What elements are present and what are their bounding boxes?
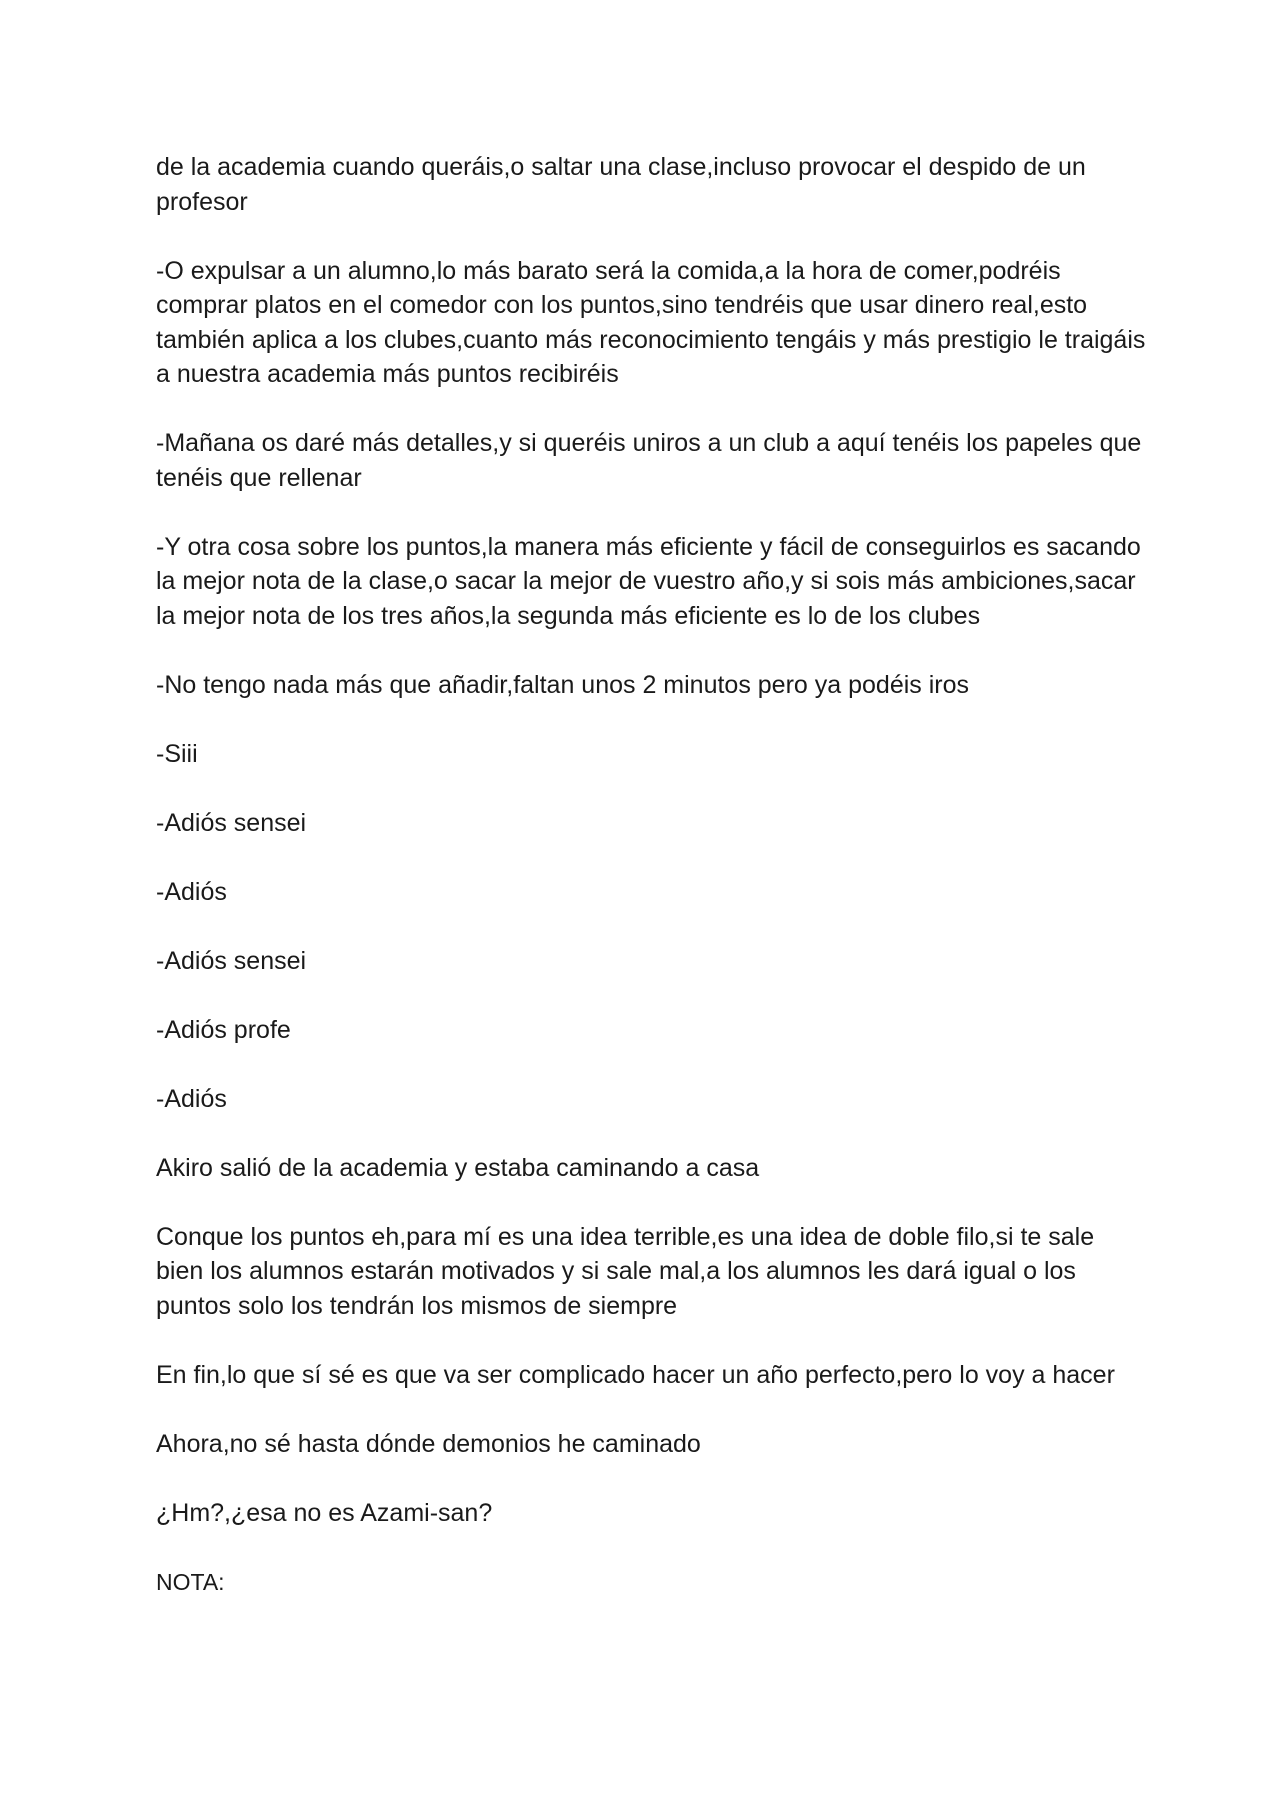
- paragraph-10: -Adiós profe: [156, 1015, 291, 1044]
- paragraph-16: ¿Hm?,¿esa no es Azami-san?: [156, 1498, 493, 1527]
- paragraph-15: Ahora,no sé hasta dónde demonios he caminado: [156, 1429, 701, 1458]
- paragraph-13: Conque los puntos eh,para mí es una idea terrible,es una idea de doble filo,si te sale bien los alumnos estarán motivados y si sale mal,a los alumnos les dará igual o los puntos solo los tendrán los mismos de siempre: [156, 1222, 1095, 1320]
- paragraph-5: -No tengo nada más que añadir,faltan unos 2 minutos pero ya podéis iros: [156, 670, 970, 699]
- document-page: [156, 150, 1146, 1634]
- paragraph-9: -Adiós sensei: [156, 946, 307, 975]
- paragraph-11: -Adiós: [156, 1084, 227, 1113]
- paragraph-6: -Siii: [156, 739, 198, 768]
- paragraph-2: -O expulsar a un alumno,lo más barato será la comida,a la hora de comer,podréis comprar platos en el comedor con los puntos,sino tendréis que usar dinero real,esto también aplica a los clubes,cuanto más reconocimiento tengáis y más prestigio le traigáis a nuestra academia más puntos recibiréis: [156, 256, 1146, 388]
- paragraph-4: -Y otra cosa sobre los puntos,la manera más eficiente y fácil de conseguirlos es sacando la mejor nota de la clase,o sacar la mejor de vuestro año,y si sois más ambiciones,sacar la mejor nota de los tres años,la segunda más eficiente es lo de los clubes: [156, 532, 1141, 630]
- paragraph-8: -Adiós: [156, 877, 227, 906]
- paragraph-12: Akiro salió de la academia y estaba caminando a casa: [156, 1153, 760, 1182]
- paragraph-3: -Mañana os daré más detalles,y si queréis uniros a un club a aquí tenéis los papeles que tenéis que rellenar: [156, 429, 1142, 492]
- paragraph-7: -Adiós sensei: [156, 808, 307, 837]
- paragraph-14: En fin,lo que sí sé es que va ser complicado hacer un año perfecto,pero lo voy a hacer: [156, 1360, 1115, 1389]
- note-label: NOTA:: [156, 1568, 225, 1595]
- paragraph-1: de la academia cuando queráis,o saltar una clase,incluso provocar el despido de un profesor: [156, 153, 1086, 216]
